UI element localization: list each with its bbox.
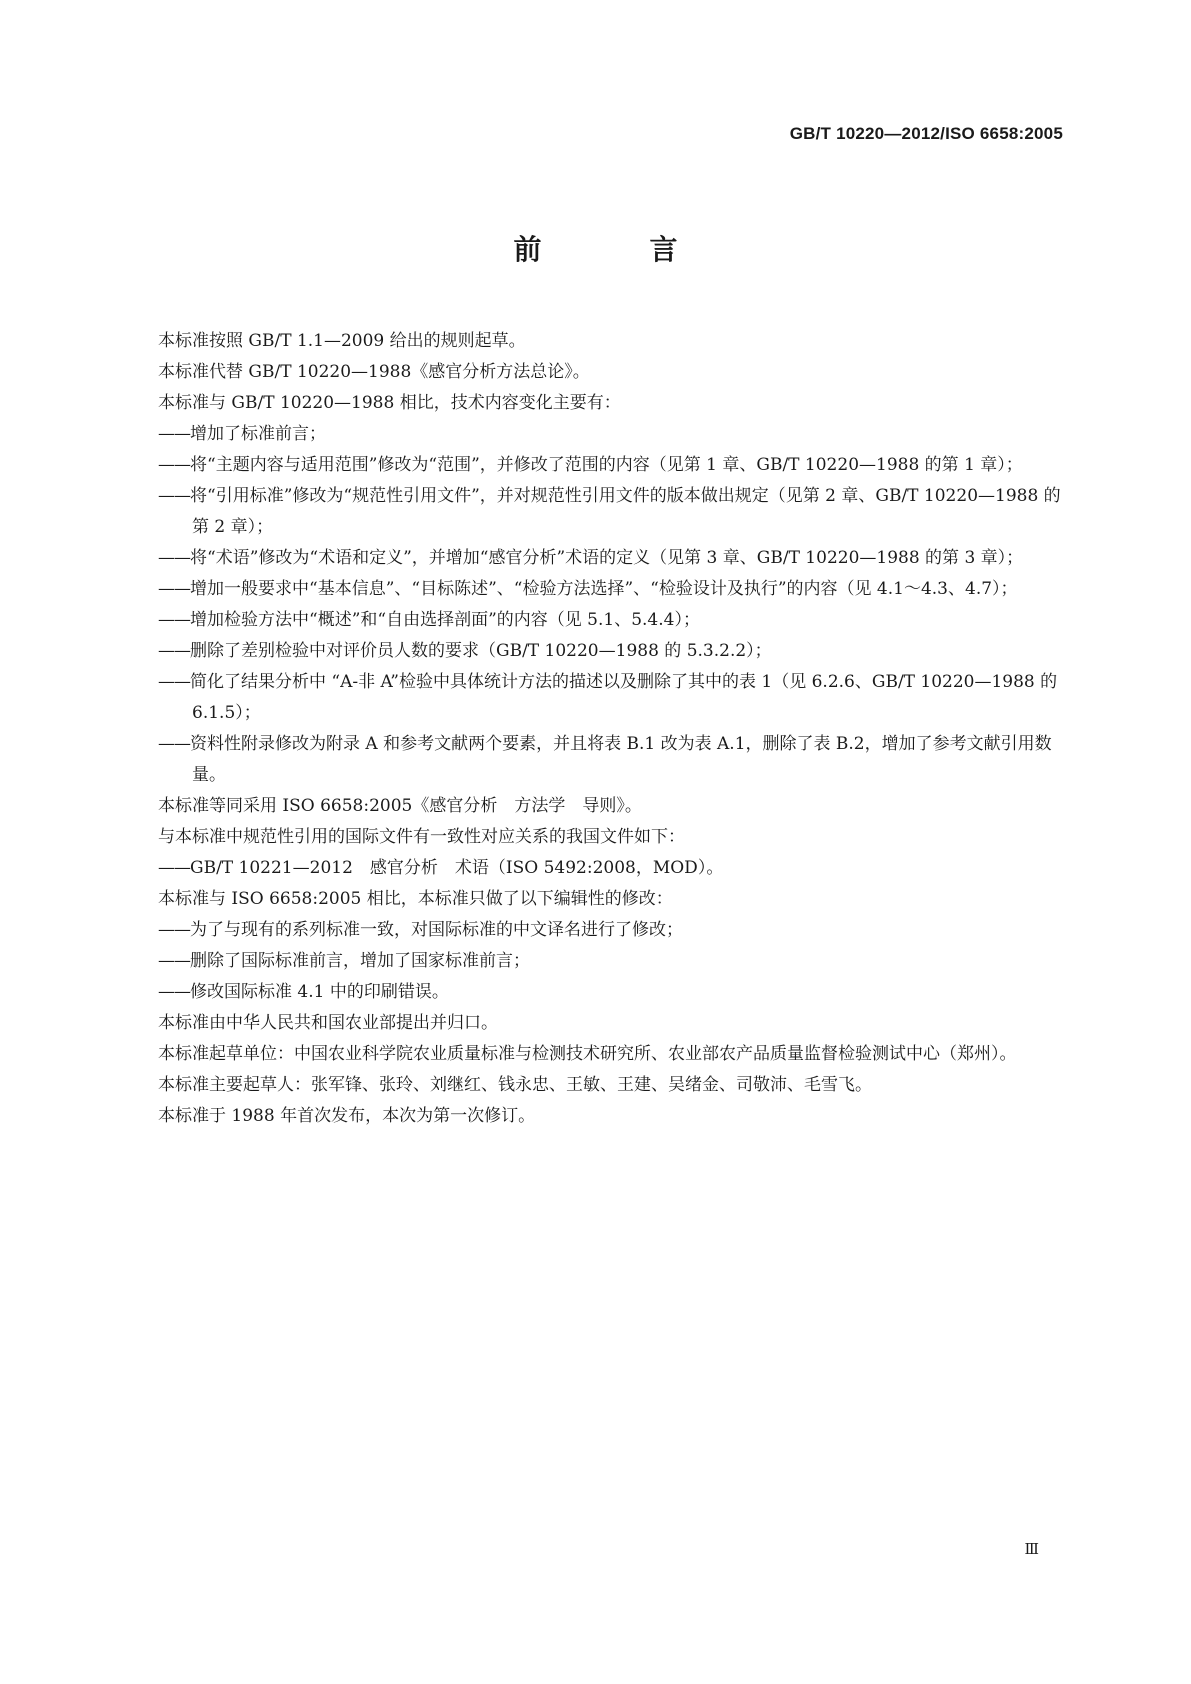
list-item [158, 450, 1064, 481]
list-item [158, 636, 1064, 667]
paragraph-replaces: 本标准代替 GB/T 10220—1988《感官分析方法总论》。 [158, 362, 590, 382]
list-item [158, 667, 1064, 729]
list-item [158, 853, 1064, 884]
paragraph-changes-intro: 本标准与 GB/T 10220—1988 相比，技术内容变化主要有： [158, 393, 621, 413]
list-item [158, 574, 1064, 605]
list-item [158, 605, 1064, 636]
list-item [158, 977, 1064, 1008]
paragraph-proposer: 本标准由中华人民共和国农业部提出并归口。 [158, 1013, 498, 1033]
dash-marker: —— [158, 579, 190, 599]
dash-marker: —— [158, 982, 190, 1002]
dash-marker: —— [158, 610, 190, 630]
paragraph-history: 本标准于 1988 年首次发布，本次为第一次修订。 [158, 1106, 536, 1126]
paragraph-correspondence-intro: 与本标准中规范性引用的国际文件有一致性对应关系的我国文件如下： [158, 827, 685, 847]
dash-marker: —— [158, 455, 190, 475]
change-item-text: 增加一般要求中“基本信息”、“目标陈述”、“检验方法选择”、“检验设计及执行”的内容（见 4.1～4.3、4.7）； [190, 579, 1018, 599]
paragraph-drafting-rules: 本标准按照 GB/T 1.1—2009 给出的规则起草。 [158, 331, 526, 351]
dash-marker: —— [158, 672, 190, 692]
paragraph-drafters: 本标准主要起草人：张军锋、张玲、刘继红、钱永忠、王敏、王建、吴绪金、司敬沛、毛雪飞。 [158, 1075, 872, 1095]
list-item [158, 419, 1064, 450]
paragraph-editorial-intro: 本标准与 ISO 6658:2005 相比，本标准只做了以下编辑性的修改： [158, 889, 673, 909]
paragraph-equivalence: 本标准等同采用 ISO 6658:2005《感官分析 方法学 导则》。 [158, 796, 642, 816]
editorial-item-text: 为了与现有的系列标准一致，对国际标准的中文译名进行了修改； [190, 920, 683, 940]
change-item-text: 增加了标准前言； [190, 424, 326, 444]
list-item [158, 481, 1064, 543]
page-title: 前 言 [513, 233, 718, 266]
dash-marker: —— [158, 548, 190, 568]
page-number: Ⅲ [1024, 1540, 1039, 1558]
dash-marker: —— [158, 486, 190, 506]
dash-marker: —— [158, 920, 190, 940]
list-item [158, 946, 1064, 977]
change-item-text: 资料性附录修改为附录 A 和参考文献两个要素，并且将表 B.1 改为表 A.1，删除了表 B.2，增加了参考文献引用数量。 [190, 734, 1052, 785]
dash-marker: —— [158, 641, 190, 661]
change-item-text: 将“引用标准”修改为“规范性引用文件”，并对规范性引用文件的版本做出规定（见第 2 章、GB/T 10220—1988 的第 2 章）； [190, 486, 1061, 537]
editorial-item-text: 修改国际标准 4.1 中的印刷错误。 [190, 982, 449, 1002]
list-item [158, 915, 1064, 946]
correspondence-item-text: GB/T 10221—2012 感官分析 术语（ISO 5492:2008，MOD）。 [190, 858, 724, 878]
change-item-text: 删除了差别检验中对评价员人数的要求（GB/T 10220—1988 的 5.3.2.2）； [190, 641, 772, 661]
list-item [158, 543, 1064, 574]
change-item-text: 简化了结果分析中 “A-非 A”检验中具体统计方法的描述以及删除了其中的表 1（见 6.2.6、GB/T 10220—1988 的 6.1.5）； [190, 672, 1058, 723]
standard-code: GB/T 10220—2012/ISO 6658:2005 [789, 124, 1063, 143]
paragraph-drafting-units: 本标准起草单位：中国农业科学院农业质量标准与检测技术研究所、农业部农产品质量监督检验测试中心（郑州）。 [158, 1044, 1017, 1064]
dash-marker: —— [158, 858, 190, 878]
change-item-text: 将“术语”修改为“术语和定义”，并增加“感官分析”术语的定义（见第 3 章、GB/T 10220—1988 的第 3 章）； [190, 548, 1024, 568]
dash-marker: —— [158, 951, 190, 971]
change-item-text: 增加检验方法中“概述”和“自由选择剖面”的内容（见 5.1、5.4.4）； [190, 610, 700, 630]
change-item-text: 将“主题内容与适用范围”修改为“范围”，并修改了范围的内容（见第 1 章、GB/T 10220—1988 的第 1 章）； [190, 455, 1023, 475]
dash-marker: —— [158, 734, 190, 754]
dash-marker: —— [158, 424, 190, 444]
editorial-item-text: 删除了国际标准前言，增加了国家标准前言； [190, 951, 530, 971]
list-item [158, 729, 1064, 791]
document-body [124, 326, 1064, 1132]
